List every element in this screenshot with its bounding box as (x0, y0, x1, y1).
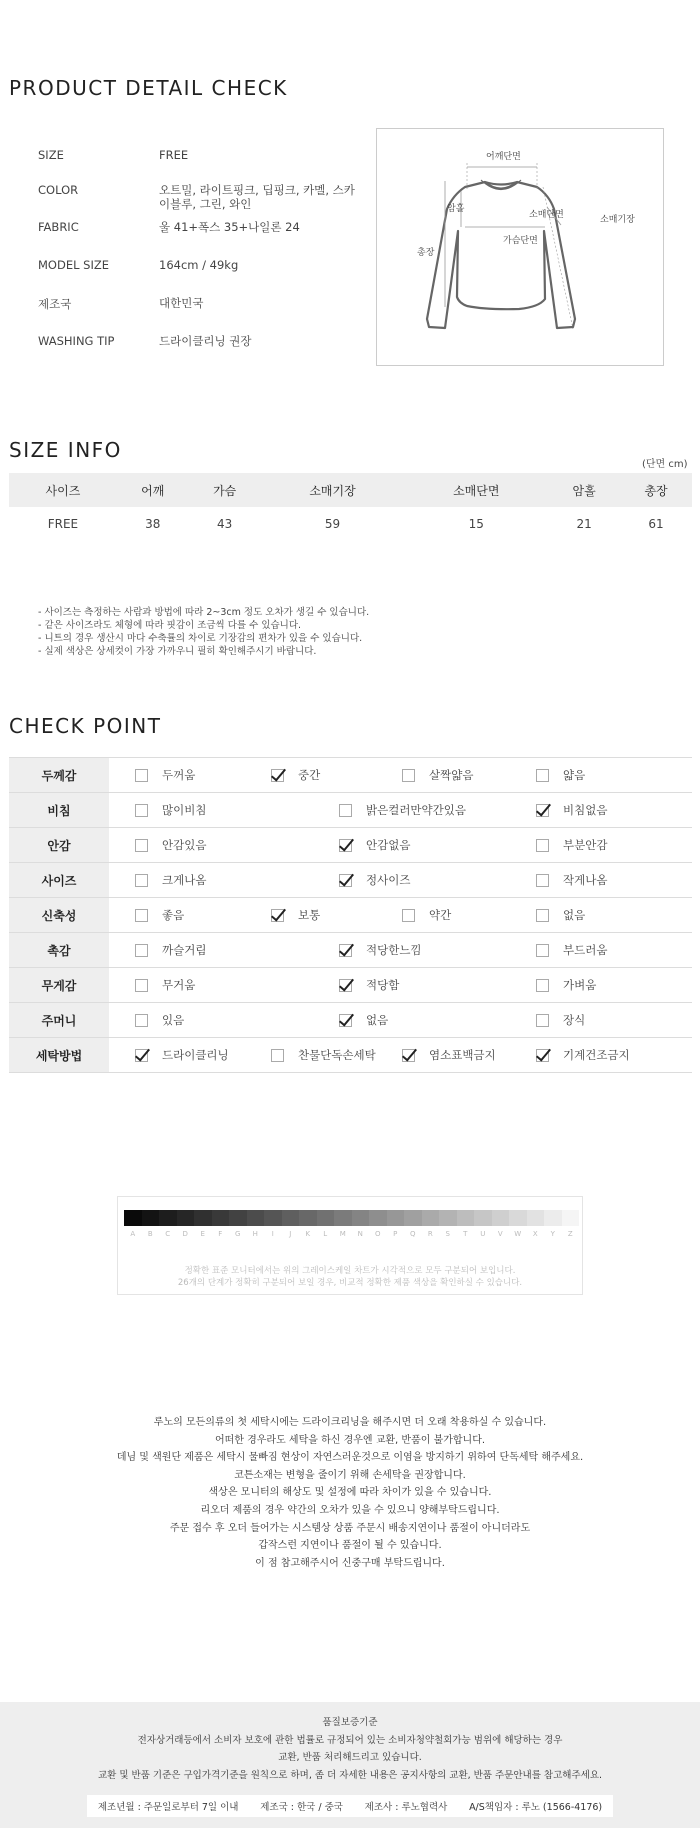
check-option[interactable] (536, 977, 596, 993)
check-option-label: 많이비침 (162, 803, 207, 817)
check-row (9, 933, 692, 968)
check-option-label: 적당함 (366, 978, 400, 992)
size-row (9, 507, 692, 541)
check-option[interactable] (339, 1012, 388, 1028)
check-option-label: 적당한느낌 (366, 943, 422, 957)
size-header-cell: 총장 (620, 473, 692, 507)
checkbox-icon[interactable] (135, 944, 148, 957)
check-option[interactable] (271, 1047, 376, 1063)
check-option-label: 찬물단독손세탁 (298, 1048, 376, 1062)
size-info-title: SIZE INFO (9, 438, 122, 462)
checkbox-icon[interactable] (536, 874, 549, 887)
check-option-label: 안감없음 (366, 838, 411, 852)
footer-bar-item: A/S책임자 : 루노 (1566-4176) (469, 1802, 603, 1813)
grayscale-swatch (299, 1210, 317, 1226)
grayscale-swatch (404, 1210, 422, 1226)
sweater-icon (377, 129, 665, 367)
check-option[interactable] (536, 802, 607, 818)
checkbox-icon[interactable] (135, 804, 148, 817)
grayscale-letter: O (374, 1230, 381, 1238)
checkbox-checked-icon[interactable] (271, 769, 284, 782)
grayscale-swatch (492, 1210, 510, 1226)
check-option-label: 장식 (563, 1013, 586, 1027)
checkbox-checked-icon[interactable] (135, 1049, 148, 1062)
check-option-label: 까슬거림 (162, 943, 207, 957)
size-header-cell: 소매단면 (404, 473, 548, 507)
grayscale-chart (117, 1196, 583, 1295)
check-option[interactable] (339, 837, 410, 853)
check-row (9, 968, 692, 1003)
grayscale-letter: U (480, 1230, 486, 1238)
checkbox-icon[interactable] (536, 769, 549, 782)
check-row (9, 898, 692, 933)
check-option-label: 가벼움 (563, 978, 597, 992)
check-options (109, 758, 692, 793)
detail-value: FREE (159, 148, 189, 162)
grayscale-letter: D (182, 1230, 188, 1238)
grayscale-letter: Q (409, 1230, 416, 1238)
grayscale-letter: C (165, 1230, 171, 1238)
detail-label: 제조국 (38, 297, 72, 311)
checkbox-checked-icon[interactable] (402, 1049, 415, 1062)
notice-line: 코튼소재는 변형을 줄이기 위해 손세탁을 권장합니다. (234, 1469, 466, 1481)
size-header-cell: 암홀 (548, 473, 620, 507)
checkbox-icon[interactable] (271, 1049, 284, 1062)
check-option[interactable] (402, 767, 473, 783)
grayscale-letter: V (497, 1230, 503, 1238)
checkbox-icon[interactable] (536, 944, 549, 957)
check-category: 안감 (9, 828, 109, 863)
grayscale-swatch (352, 1210, 370, 1226)
size-cell: 43 (217, 517, 233, 531)
check-category: 두께감 (9, 758, 109, 793)
check-category: 주머니 (9, 1003, 109, 1038)
grayscale-swatch (194, 1210, 212, 1226)
grayscale-swatch (229, 1210, 247, 1226)
size-cell: 38 (145, 517, 161, 531)
checkbox-icon[interactable] (402, 909, 415, 922)
grayscale-swatch (124, 1210, 142, 1226)
check-option[interactable] (135, 802, 206, 818)
size-cell: 59 (324, 517, 341, 531)
grayscale-swatch (562, 1210, 580, 1226)
diagram-label-sleeve-width: 소매단면 (529, 210, 564, 220)
grayscale-swatch (422, 1210, 440, 1226)
checkbox-icon[interactable] (536, 979, 549, 992)
check-option-label: 좋음 (162, 908, 185, 922)
grayscale-swatch (457, 1210, 475, 1226)
size-note-line: - 실제 색상은 상세컷이 가장 가까우니 필히 확인해주시기 바랍니다. (38, 646, 317, 657)
detail-value: 대한민국 (159, 296, 204, 310)
footer-line: 품질보증기준 (322, 1717, 378, 1728)
check-option[interactable] (536, 837, 607, 853)
checkbox-checked-icon[interactable] (339, 944, 352, 957)
check-option-label: 기계건조금지 (563, 1048, 630, 1062)
footer-bar-item: 제조국 : 한국 / 중국 (260, 1802, 343, 1813)
unit-note: (단면 cm) (642, 459, 688, 470)
check-option[interactable] (536, 1047, 630, 1063)
check-option[interactable] (339, 802, 466, 818)
diagram-label-sleeve-length: 소매기장 (600, 215, 635, 225)
garment-diagram (376, 128, 664, 366)
grayscale-letter: M (339, 1230, 346, 1238)
size-note-line: - 사이즈는 측정하는 사람과 방법에 따라 2~3cm 정도 오차가 생길 수 있습니다. (38, 607, 370, 618)
purchase-notice (0, 1414, 700, 1572)
check-option[interactable] (135, 872, 206, 888)
checkbox-icon[interactable] (135, 909, 148, 922)
grayscale-note-line: 26개의 단계가 정확히 구분되어 보일 경우, 비교적 정확한 제품 색상을 확인하실 수 있습니다. (177, 1278, 523, 1288)
size-header-cell: 소매기장 (261, 473, 405, 507)
quality-guarantee (0, 1714, 700, 1784)
check-option-label: 없음 (366, 1013, 389, 1027)
check-option[interactable] (339, 872, 410, 888)
grayscale-letter: R (427, 1230, 433, 1238)
check-options (109, 933, 692, 968)
footer-bar-item: 제조년월 : 주문일로부터 7일 이내 (97, 1802, 239, 1813)
check-row (9, 863, 692, 898)
grayscale-letter: L (323, 1230, 328, 1238)
checkbox-icon[interactable] (536, 839, 549, 852)
grayscale-letter: J (289, 1230, 292, 1238)
diagram-label-shoulder: 어깨단면 (486, 152, 521, 162)
grayscale-letter: X (532, 1230, 538, 1238)
grayscale-letter: Z (567, 1230, 573, 1238)
check-category: 사이즈 (9, 863, 109, 898)
check-options (109, 793, 692, 828)
size-notes (38, 606, 369, 658)
size-header-cell: 사이즈 (9, 473, 117, 507)
check-option-label: 보통 (298, 908, 321, 922)
detail-label: MODEL SIZE (38, 258, 109, 272)
notice-line: 갑작스런 지연이나 품절이 될 수 있습니다. (258, 1540, 442, 1552)
check-option-label: 중간 (298, 768, 321, 782)
grayscale-letter: P (393, 1230, 398, 1238)
check-option-label: 작게나옴 (563, 873, 608, 887)
detail-label: SIZE (38, 148, 64, 162)
diagram-label-armhole: 암홀 (447, 204, 465, 214)
grayscale-swatch (142, 1210, 160, 1226)
grayscale-swatch (317, 1210, 335, 1226)
grayscale-letter: A (130, 1230, 136, 1238)
check-option-label: 밝은컬러만약간있음 (366, 803, 466, 817)
check-options (109, 968, 692, 1003)
footer-line: 교환, 반품 처리해드리고 있습니다. (278, 1752, 422, 1764)
grayscale-note-line: 정확한 표준 모니터에서는 위의 그레이스케일 차트가 시각적으로 모두 구분되어 보입니다. (184, 1266, 516, 1276)
check-option-label: 두꺼움 (162, 768, 196, 782)
check-row (9, 758, 692, 793)
checkbox-checked-icon[interactable] (339, 839, 352, 852)
check-category: 무게감 (9, 968, 109, 1003)
check-option-label: 부드러움 (563, 943, 608, 957)
grayscale-letters (124, 1230, 579, 1238)
check-option-label: 약간 (429, 908, 452, 922)
detail-value: 드라이클리닝 권장 (159, 334, 252, 348)
grayscale-letter: N (357, 1230, 363, 1238)
check-row (9, 1038, 692, 1073)
check-option[interactable] (402, 907, 451, 923)
grayscale-letter: E (200, 1230, 205, 1238)
check-options (109, 1038, 692, 1073)
grayscale-letter: G (235, 1230, 241, 1238)
grayscale-swatch (474, 1210, 492, 1226)
check-options (109, 828, 692, 863)
size-header-cell: 어깨 (117, 473, 189, 507)
check-category: 신축성 (9, 898, 109, 933)
check-option-label: 안감있음 (162, 838, 207, 852)
checkbox-icon[interactable] (536, 909, 549, 922)
check-option-label: 크게나옴 (162, 873, 207, 887)
check-option[interactable] (135, 977, 195, 993)
check-option-label: 부분안감 (563, 838, 608, 852)
check-category: 촉감 (9, 933, 109, 968)
check-option[interactable] (135, 907, 184, 923)
notice-line: 데님 및 색원단 제품은 세탁시 물빠짐 현상이 자연스러운것으로 이염을 방지하기 위하여 단독세탁 해주세요. (116, 1452, 584, 1464)
checkbox-icon[interactable] (135, 979, 148, 992)
check-option-label: 살짝얇음 (429, 768, 474, 782)
check-option-label: 염소표백금지 (429, 1048, 496, 1062)
detail-value: 164cm / 49kg (159, 258, 239, 272)
size-cell: FREE (47, 517, 79, 531)
notice-line: 루노의 모든의류의 첫 세탁시에는 드라이크리닝을 해주시면 더 오래 착용하실 수 있습니다. (153, 1417, 547, 1428)
grayscale-swatch (212, 1210, 230, 1226)
grayscale-letter: S (445, 1230, 450, 1238)
checkbox-icon[interactable] (135, 1014, 148, 1027)
checkbox-icon[interactable] (339, 804, 352, 817)
grayscale-swatches (124, 1210, 579, 1226)
detail-value: 울 41+폭스 35+나일론 24 (159, 220, 300, 234)
size-cell: 61 (648, 517, 664, 531)
check-option-label: 얇음 (563, 768, 586, 782)
size-note-line: - 같은 사이즈라도 체형에 따라 핏감이 조금씩 다를 수 있습니다. (38, 620, 302, 631)
check-options (109, 863, 692, 898)
grayscale-letter: W (514, 1230, 522, 1238)
notice-line: 어떠한 경우라도 세탁을 하신 경우엔 교환, 반품이 불가합니다. (214, 1434, 486, 1446)
checkbox-checked-icon[interactable] (536, 804, 549, 817)
check-row (9, 828, 692, 863)
footer (0, 1702, 700, 1828)
grayscale-swatch (177, 1210, 195, 1226)
notice-line: 색상은 모니터의 해상도 및 설정에 따라 차이가 있을 수 있습니다. (208, 1487, 492, 1499)
grayscale-swatch (334, 1210, 352, 1226)
check-options (109, 1003, 692, 1038)
check-option[interactable] (339, 942, 422, 958)
footer-line: 전자상거래등에서 소비자 보호에 관한 법률로 규정되어 있는 소비자청약철회가능 범위에 해당하는 경우 (137, 1734, 563, 1746)
check-option-label: 있음 (162, 1013, 185, 1027)
grayscale-swatch (544, 1210, 562, 1226)
diagram-label-length: 총장 (417, 248, 435, 258)
grayscale-swatch (509, 1210, 527, 1226)
grayscale-swatch (387, 1210, 405, 1226)
checkbox-checked-icon[interactable] (536, 1049, 549, 1062)
checkbox-icon[interactable] (135, 874, 148, 887)
size-cell: 15 (468, 517, 484, 531)
grayscale-letter: F (218, 1230, 223, 1238)
footer-bar-item: 제조사 : 루노협력사 (364, 1802, 448, 1813)
check-option[interactable] (135, 767, 195, 783)
manufacturer-info-bar (87, 1795, 613, 1817)
size-note-line: - 니트의 경우 생산시 마다 수축률의 차이로 기장감의 편차가 있을 수 있습니다. (38, 633, 363, 644)
check-point-title: CHECK POINT (9, 714, 162, 738)
check-option-label: 무거움 (162, 978, 196, 992)
check-option[interactable] (135, 837, 206, 853)
check-options (109, 898, 692, 933)
checkbox-icon[interactable] (536, 1014, 549, 1027)
grayscale-swatch (439, 1210, 457, 1226)
check-option[interactable] (536, 942, 607, 958)
check-row (9, 793, 692, 828)
check-option-label: 없음 (563, 908, 586, 922)
detail-value: 오트밀, 라이트핑크, 딥핑크, 카멜, 스카이블루, 그린, 와인 (159, 183, 355, 211)
size-table-header (9, 473, 692, 507)
check-category: 비침 (9, 793, 109, 828)
grayscale-swatch (282, 1210, 300, 1226)
check-option[interactable] (271, 907, 320, 923)
check-option[interactable] (271, 767, 320, 783)
grayscale-letter: B (147, 1230, 153, 1238)
notice-line: 리오더 제품의 경우 약간의 오차가 있을 수 있으니 양해부탁드립니다. (200, 1504, 500, 1516)
check-option[interactable] (135, 1012, 184, 1028)
check-option-label: 정사이즈 (366, 873, 411, 887)
footer-line: 교환 및 반품 기준은 구입가격기준을 원칙으로 하며, 좀 더 자세한 내용은 공지사항의 교환, 반품 주문안내를 참고해주세요. (97, 1769, 603, 1781)
checkbox-checked-icon[interactable] (339, 979, 352, 992)
grayscale-swatch (527, 1210, 545, 1226)
checkbox-checked-icon[interactable] (339, 1014, 352, 1027)
product-detail-title: PRODUCT DETAIL CHECK (9, 76, 288, 100)
diagram-label-chest: 가슴단면 (503, 236, 538, 246)
detail-label: WASHING TIP (38, 334, 115, 348)
checkbox-icon[interactable] (135, 839, 148, 852)
detail-label: FABRIC (38, 220, 79, 234)
checkbox-checked-icon[interactable] (271, 909, 284, 922)
check-row (9, 1003, 692, 1038)
check-option[interactable] (402, 1047, 496, 1063)
size-cell: 21 (576, 517, 592, 531)
checkbox-icon[interactable] (135, 769, 148, 782)
check-option-label: 비침없음 (563, 803, 608, 817)
grayscale-swatch (247, 1210, 265, 1226)
grayscale-letter: Y (550, 1230, 555, 1238)
detail-label: COLOR (38, 183, 79, 197)
size-header-cell: 가슴 (189, 473, 261, 507)
check-option[interactable] (536, 767, 585, 783)
check-point-table (9, 757, 692, 1073)
check-option[interactable] (536, 1012, 585, 1028)
size-table (9, 473, 692, 541)
check-option[interactable] (135, 1047, 229, 1063)
grayscale-swatch (369, 1210, 387, 1226)
grayscale-letter: K (305, 1230, 311, 1238)
grayscale-swatch (159, 1210, 177, 1226)
grayscale-letter: I (271, 1230, 274, 1238)
check-category: 세탁방법 (9, 1038, 109, 1073)
check-option[interactable] (536, 907, 585, 923)
grayscale-note (118, 1265, 582, 1289)
grayscale-letter: T (463, 1230, 468, 1238)
grayscale-swatch (264, 1210, 282, 1226)
checkbox-icon[interactable] (402, 769, 415, 782)
check-option[interactable] (339, 977, 399, 993)
check-option[interactable] (135, 942, 206, 958)
check-option-label: 드라이클리닝 (162, 1048, 229, 1062)
notice-line: 이 점 참고해주시어 신중구매 부탁드립니다. (255, 1557, 445, 1569)
notice-line: 주문 접수 후 오더 들어가는 시스템상 상품 주문시 배송지연이나 품절이 아니더라도 (169, 1522, 531, 1534)
check-option[interactable] (536, 872, 607, 888)
grayscale-letter: H (252, 1230, 258, 1238)
checkbox-checked-icon[interactable] (339, 874, 352, 887)
